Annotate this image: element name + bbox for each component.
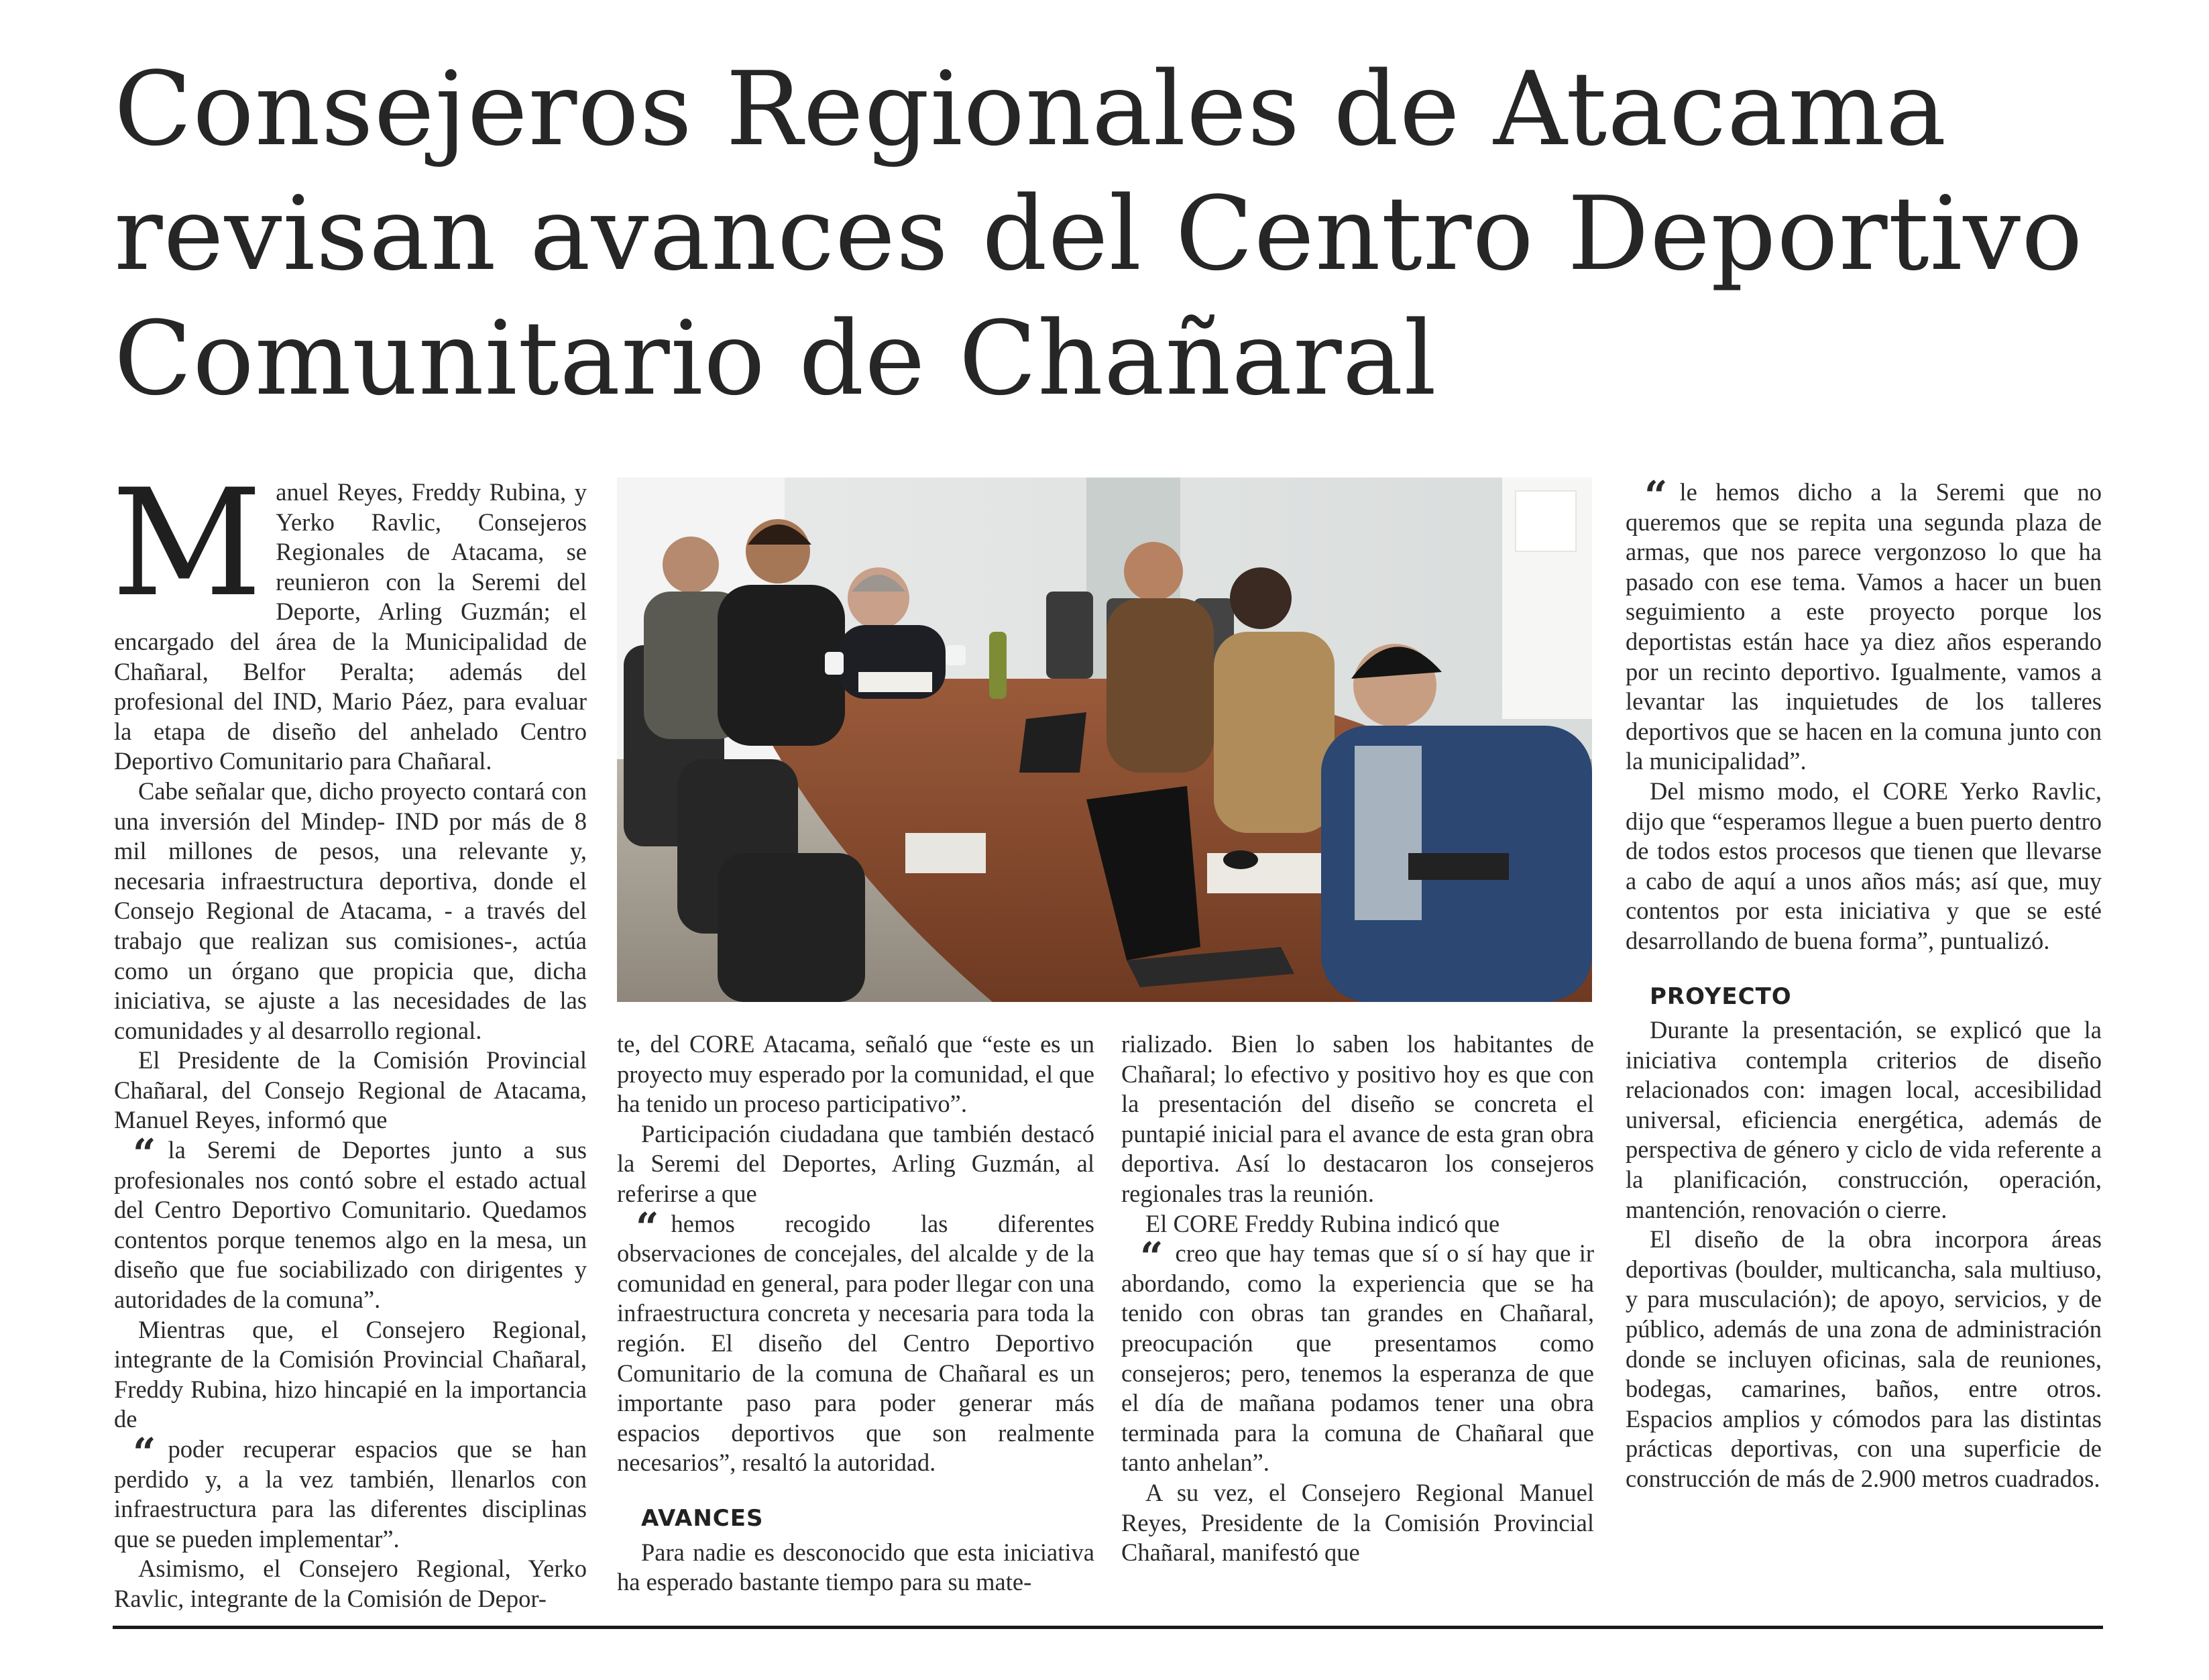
quote-paragraph: “ hemos recogido las diferentes observaciones de concejales, del alcalde y de la comunidad en general, para poder llegar con una infraestructura concreta y necesaria para toda la región. El diseño del Centro Deportivo Comunitario de la comuna de Chañaral es un importante paso para poder generar más espacios deportivos que son realmente necesarios”, resaltó la autoridad. bbox=[617, 1204, 1094, 1477]
article-column-2 bbox=[617, 1029, 1094, 1598]
drop-cap: M bbox=[111, 457, 263, 629]
article-column-1 bbox=[111, 457, 587, 1614]
quote-mark-icon: “ bbox=[1644, 473, 1668, 520]
quote-mark-icon: “ bbox=[636, 1204, 659, 1251]
paragraph: te, del CORE Atacama, señaló que “este es un proyecto muy esperado por la comunidad, el que ha tenido un proceso participativo”. bbox=[617, 1030, 1094, 1118]
paragraph: Asimismo, el Consejero Regional, Yerko Ravlic, integrante de la Comisión de Depor- bbox=[114, 1555, 587, 1612]
headline bbox=[114, 47, 2126, 421]
quote-paragraph: “ la Seremi de Deportes junto a sus profesionales nos contó sobre el estado actual del Centro Deportivo Comunitario. Quedamos contentos porque tenemos algo en la mesa, un diseño que fue sociabilizado con dirigentes y autoridades de la comuna”. bbox=[114, 1131, 587, 1314]
subheading-avances: AVANCES bbox=[641, 1504, 764, 1532]
bottom-rule bbox=[113, 1626, 2103, 1629]
paragraph: El diseño de la obra incorpora áreas deportivas (boulder, multicancha, sala multiuso, y para musculación); de apoyo, servicios, y de público, además de una zona de administración donde se incluyen oficinas, sala de reuniones, bodegas, camarines, baños, entre otros. Espacios amplios y cómodos para las distintas prácticas deportivas, con una superficie de construcción de más de 2.900 metros cuadrados. bbox=[1626, 1225, 2102, 1492]
quote-mark-icon: “ bbox=[1140, 1234, 1164, 1282]
paragraph: Del mismo modo, el CORE Yerko Ravlic, dijo que “esperamos llegue a buen puerto dentro de todos estos procesos que tienen que llevarse a cabo de aquí a unos años más; así que, muy contentos por esta iniciativa y que se esté desarrollando de buena forma”, puntualizó. bbox=[1626, 777, 2102, 954]
quote-mark-icon: “ bbox=[133, 1430, 156, 1477]
paragraph: Para nadie es desconocido que esta iniciativa ha esperado bastante tiempo para su mate- bbox=[617, 1538, 1094, 1596]
lead-paragraph: Manuel Reyes, Freddy Rubina, y Yerko Ravlic, Consejeros Regionales de Atacama, se reunieron con la Seremi del Deporte, Arling Guzmán; el encargado del área de la Municipalidad de Chañaral, Belfor Peralta; además del profesional del IND, Mario Páez, para evaluar la etapa de diseño del anhelado Centro Deportivo Comunitario para Chañaral. bbox=[111, 457, 587, 775]
article-column-3 bbox=[1121, 1029, 1594, 1568]
paragraph: Cabe señalar que, dicho proyecto contará con una inversión del Mindep- IND por más de 8 mil millones de pesos, una relevante y, necesaria infraestructura deportiva, donde el Consejo Regional de Atacama, - a través del trabajo que realizan sus comisiones-, actúa como un órgano que propicia que, dicha iniciativa, se ajuste a las necesidades de las comunidades y al desarrollo regional. bbox=[114, 777, 587, 1044]
paragraph: El CORE Freddy Rubina indicó que bbox=[1145, 1209, 1500, 1237]
article-column-4 bbox=[1626, 473, 2102, 1494]
paragraph: A su vez, el Consejero Regional Manuel Reyes, Presidente de la Comisión Provincial Chañaral, manifestó que bbox=[1121, 1478, 1594, 1567]
quote-paragraph: “ poder recuperar espacios que se han perdido y, a la vez también, llenarlos con infraestructura para las diferentes disciplinas que se pueden implementar”. bbox=[114, 1430, 587, 1553]
paragraph: rializado. Bien lo saben los habitantes de Chañaral; lo efectivo y positivo hoy es que con la presentación del diseño se concreta el puntapié inicial para el avance de esta gran obra deportiva. Así lo destacaron los consejeros regionales tras la reunión. bbox=[1121, 1030, 1594, 1207]
quote-paragraph: “ creo que hay temas que sí o sí hay que ir abordando, como la experiencia que se ha tenido con obras tan grandes en Chañaral, preocupación que presentamos como consejeros; pero, tenemos la esperanza de que el día de mañana podamos tener una obra terminada para la comuna de Chañaral que tanto anhelan”. bbox=[1121, 1234, 1594, 1477]
meeting-photo bbox=[617, 478, 1592, 1002]
paragraph: Durante la presentación, se explicó que la iniciativa contempla criterios de diseño relacionados con: imagen local, accesibilidad universal, eficiencia energética, además de perspectiva de género y ciclo de vida referente a la planificación, construcción, operación, mantención, renovación o cierre. bbox=[1626, 1016, 2102, 1223]
headline-line-1: Consejeros Regionales de Atacama bbox=[114, 50, 1947, 168]
paragraph: El Presidente de la Comisión Provincial Chañaral, del Consejo Regional de Atacama, Manuel Reyes, informó que bbox=[114, 1046, 587, 1134]
meeting-photo-illustration bbox=[617, 478, 1592, 1002]
paragraph: Participación ciudadana que también destacó la Seremi del Deportes, Arling Guzmán, al referirse a que bbox=[617, 1119, 1094, 1207]
headline-line-2: revisan avances del Centro Deportivo bbox=[114, 174, 2084, 293]
headline-line-3: Comunitario de Chañaral bbox=[114, 299, 1437, 418]
paragraph: Mientras que, el Consejero Regional, integrante de la Comisión Provincial Chañaral, Freddy Rubina, hizo hincapié en la importancia de bbox=[114, 1315, 587, 1433]
subheading-proyecto: PROYECTO bbox=[1650, 983, 1792, 1010]
quote-paragraph: “ le hemos dicho a la Seremi que no queremos que se repita una segunda plaza de armas, que nos parece vergonzoso lo que ha pasado con ese tema. Vamos a hacer un buen seguimiento a este proyecto porque los deportistas están hace ya diez años esperando por un recinto deportivo. Igualmente, vamos a levantar las inquietudes de los talleres deportivos que se hacen en la comuna junto con la municipalidad”. bbox=[1626, 473, 2102, 775]
quote-mark-icon: “ bbox=[133, 1131, 156, 1178]
